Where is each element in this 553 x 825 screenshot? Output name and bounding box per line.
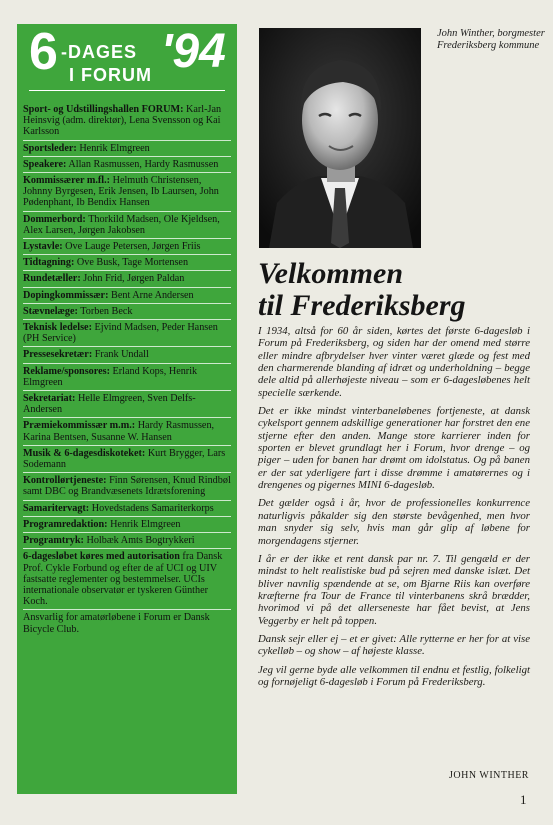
- credit-role: Kommissærer m.fl.:: [23, 175, 111, 187]
- credit-section: [23, 610, 231, 636]
- credit-section: [23, 304, 231, 320]
- credit-role: Sekretariat:: [23, 393, 76, 405]
- headline-line-1: Velkommen: [258, 257, 404, 290]
- credit-role: Stævnelæge:: [23, 305, 78, 317]
- event-logo: [23, 23, 231, 102]
- credit-section: [23, 288, 231, 304]
- credit-role: Rundetæller:: [23, 273, 81, 285]
- credit-names: Finn Sørensen, Knud Rindbøl samt DBC og Brandvæsenets Idrætsforening: [23, 475, 231, 498]
- credit-role: Pressesekretær:: [23, 349, 93, 361]
- headline-line-2: til Frederiksberg: [258, 289, 466, 322]
- article-paragraph: Jeg vil gerne byde alle velkommen til endnu et festlig, folkeligt og fornøjeligt 6-dagesløb i Forum på Frederiksberg.: [258, 663, 530, 688]
- credit-role: Kontrollørtjeneste:: [23, 475, 107, 487]
- article-paragraph: I 1934, altså for 60 år siden, kørtes det første 6-dagesløb i Forum på Frederiksberg, og siden har der omend med større eller mindre afbrydelser hver vinter været glæde og fest med den charmerende blanding af idræt og underholdning – begge dele altid på allerhøjeste niveau – som er 6-dagesløbenes helt specielle særkende.: [258, 325, 530, 399]
- credit-names: Erland Kops, Henrik Elmgreen: [23, 365, 198, 388]
- logo-underline: [29, 90, 225, 91]
- credit-section: [23, 446, 231, 473]
- credit-role: Lystavle:: [23, 241, 63, 253]
- article-headline: [258, 258, 538, 322]
- credit-names: fra Dansk Prof. Cykle Forbund og efter de af UCI og UIV fastsatte reglementer og bestemmelser. UCIs internationale observatør er tyskeren Günther Koch.: [23, 551, 223, 608]
- credit-role: Dommerbord:: [23, 213, 86, 225]
- credit-role: Programtryk:: [23, 535, 84, 547]
- credit-names: John Frid, Jørgen Paldan: [83, 273, 185, 285]
- credit-section: [23, 239, 231, 255]
- credit-role: Reklame/sponsores:: [23, 365, 110, 377]
- portrait-caption: John Winther, borgmester Frederiksberg kommune: [437, 28, 545, 51]
- credit-role: Sport- og Udstillingshallen FORUM:: [23, 104, 184, 115]
- credits-sidebar: [17, 24, 237, 794]
- credit-section: [23, 157, 231, 173]
- credit-section: [23, 473, 231, 500]
- credit-section: [23, 501, 231, 517]
- credit-names: Henrik Elmgreen: [110, 518, 181, 530]
- credit-section: [23, 320, 231, 347]
- credit-section: [23, 255, 231, 271]
- credit-role: Dopingkommissær:: [23, 289, 109, 301]
- credit-names: Holbæk Amts Bogtrykkeri: [86, 535, 195, 547]
- credit-role: Sportsleder:: [23, 142, 77, 154]
- credit-names: Ove Busk, Tage Mortensen: [76, 257, 189, 269]
- credit-names: Allan Rasmussen, Hardy Rasmussen: [68, 158, 219, 170]
- credit-names: Ansvarlig for amatørløbene i Forum er Dansk Bicycle Club.: [23, 612, 210, 635]
- credit-role: Programredaktion:: [23, 518, 108, 530]
- logo-i-forum: I FORUM: [69, 65, 152, 85]
- credit-section: [23, 271, 231, 287]
- article-paragraph: Det er ikke mindst vinterbaneløbenes fortjeneste, at dansk cykelsport gennem adskillige generationer har forstret den ene stjerne efter den anden. Mange store karrierer inden for sporten er blevet grundlagt her i Forum, hvor drenge – og piger – uden for banen har drømt om idolstatus. Og på banen er der sat yderligere fart i disse drømme i amatørernes og i drengenes og pigernes MINI 6-dagesløb.: [258, 405, 530, 492]
- credit-names: Frank Undall: [94, 349, 149, 361]
- article-body: [258, 325, 530, 694]
- credit-role: Samaritervagt:: [23, 502, 90, 514]
- credit-names: Ove Lauge Petersen, Jørgen Friis: [65, 241, 201, 253]
- credit-section: [23, 141, 231, 157]
- article-paragraph: Det gælder også i år, hvor de professionelles konkurrence naturligvis påkalder sig den største bevågenhed, men hvor man snyder sig selv, hvis man går glip af løbene for morgendagens stjerner.: [258, 497, 530, 547]
- credit-role: Præmiekommissær m.m.:: [23, 420, 136, 432]
- credits-list: [23, 102, 231, 637]
- credit-section: [23, 533, 231, 549]
- credit-names: Thorkild Madsen, Ole Kjeldsen, Alex Larsen, Jørgen Jakobsen: [23, 213, 220, 236]
- credit-names: Henrik Elmgreen: [79, 142, 150, 154]
- credit-names: Helle Elmgreen, Sven Delfs-Andersen: [23, 393, 196, 416]
- logo-dages: -DAGES: [61, 42, 138, 62]
- credit-names: Kurt Brygger, Lars Sodemann: [23, 447, 226, 471]
- credit-role: 6-dagesløbet køres med autorisation: [23, 551, 180, 563]
- credit-section: [23, 102, 231, 141]
- logo-six: 6: [29, 23, 58, 81]
- credit-names: Hardy Rasmussen, Karina Bentsen, Susanne W. Hansen: [23, 420, 215, 443]
- credit-names: Helmuth Christensen, Johnny Byrgesen, Erik Jensen, Ib Laursen, John Pødenphant, Ib Bendix Hansen: [23, 175, 219, 209]
- portrait-photo-icon: [259, 28, 421, 248]
- credit-role: Tidtagning:: [23, 257, 75, 269]
- mayor-portrait: [259, 28, 421, 248]
- credit-section: [23, 391, 231, 418]
- credit-names: Ejvind Madsen, Peder Hansen (PH Service): [23, 322, 218, 345]
- credit-section: [23, 212, 231, 239]
- credit-section: [23, 517, 231, 533]
- credit-section: [23, 549, 231, 610]
- credit-section: [23, 364, 231, 391]
- author-signature: JOHN WINTHER: [449, 770, 529, 781]
- article-paragraph: I år er der ikke et rent dansk par nr. 7. Til gengæld er der mindst to helt realistiske bud på sejren med danske islæt. Det bliver navnlig spændende at se, om Bjarne Riis kan overføre kræfterne fra Tour de France til vinterbanens skrå brædder, hvorimod vi på det allerseneste har fået bevist, at Jens Veggerby er helt på toppen.: [258, 552, 530, 627]
- article-paragraph: Dansk sejr eller ej – et er givet: Alle rytterne er her for at vise cykelløb – og show – af højeste klasse.: [258, 632, 530, 658]
- logo-year: '94: [161, 25, 226, 78]
- credit-section: [23, 173, 231, 212]
- credit-section: [23, 418, 231, 445]
- credit-names: Bent Arne Andersen: [111, 289, 194, 301]
- credit-names: Karl-Jan Heinsvig (adm. direktør), Lena Svensson og Kai Karlsson: [23, 104, 222, 138]
- credit-section: [23, 347, 231, 363]
- credit-role: Teknisk ledelse:: [23, 322, 92, 334]
- credit-role: Musik & 6-dagesdiskoteket:: [23, 447, 146, 459]
- credit-role: Speakere:: [23, 158, 67, 170]
- credit-names: Hovedstadens Samariterkorps: [91, 502, 214, 514]
- page-number: 1: [520, 792, 527, 807]
- credit-names: Torben Beck: [80, 305, 133, 317]
